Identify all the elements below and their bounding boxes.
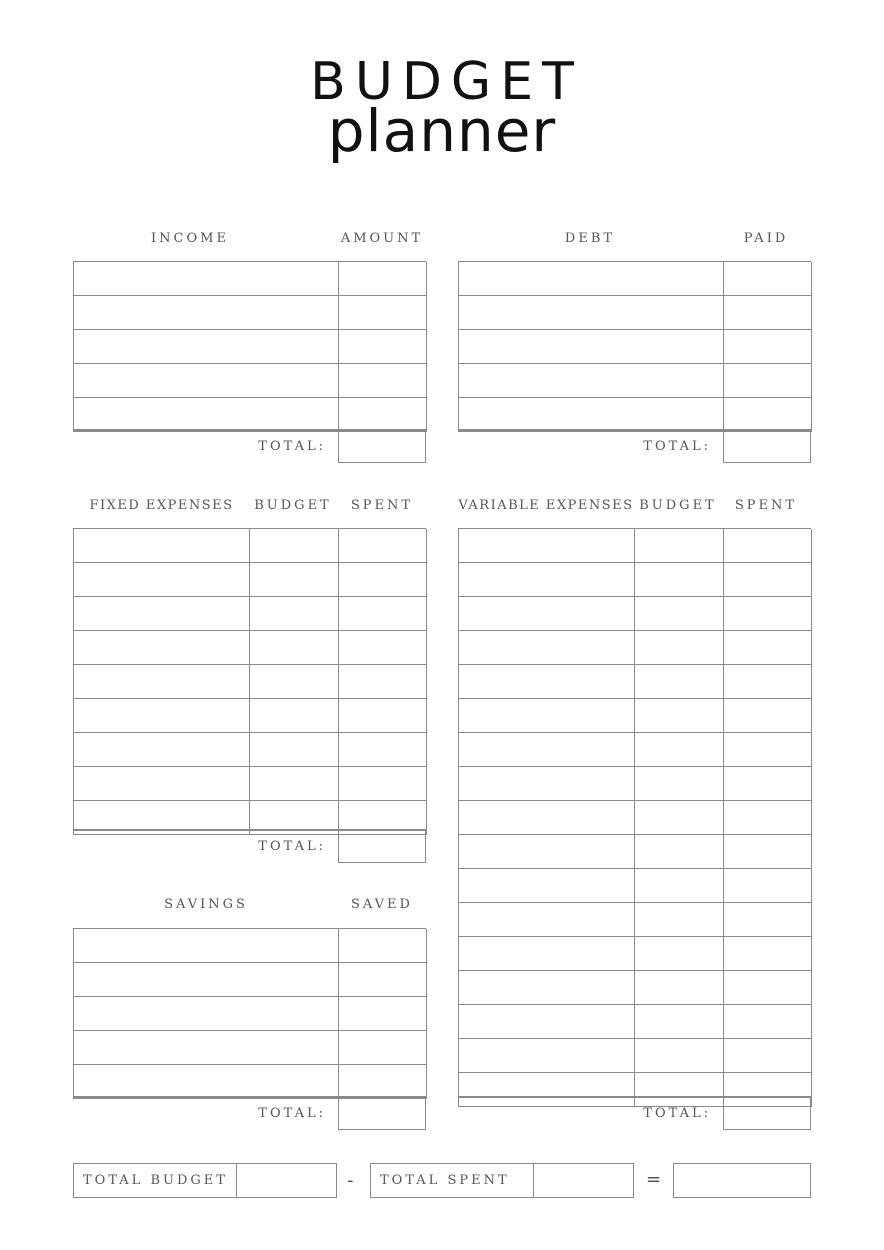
fixed-total-label: TOTAL: [258,839,326,854]
variable-cell[interactable] [635,631,724,665]
fixed-cell[interactable] [74,631,250,665]
variable-cell[interactable] [459,1039,635,1073]
fixed-cell[interactable] [250,665,339,699]
fixed-cell[interactable] [250,529,339,563]
variable-total-field[interactable] [723,1096,811,1130]
variable-cell[interactable] [459,563,635,597]
savings-cell[interactable] [74,963,339,997]
variable-cell[interactable] [459,665,635,699]
variable-cell[interactable] [459,1005,635,1039]
variable-cell[interactable] [635,733,724,767]
variable-cell[interactable] [635,869,724,903]
fixed-cell[interactable] [74,529,250,563]
savings-cell[interactable] [74,1065,339,1099]
variable-cell[interactable] [635,1039,724,1073]
variable-cell[interactable] [635,903,724,937]
total-spent-box [370,1163,634,1198]
variable-cell[interactable] [635,529,724,563]
fixed-cell[interactable] [250,597,339,631]
variable-cell[interactable] [724,869,812,903]
variable-cell[interactable] [459,733,635,767]
debt-cell[interactable] [459,364,724,398]
fixed-cell[interactable] [339,529,427,563]
income-header: INCOME [151,231,229,246]
page-title: BUDGET [310,52,583,112]
variable-cell[interactable] [724,665,812,699]
debt-cell[interactable] [459,330,724,364]
variable-cell[interactable] [459,767,635,801]
income-cell[interactable] [74,398,339,432]
total-budget-box [73,1163,337,1198]
fixed-cell[interactable] [74,733,250,767]
debt-table [458,261,811,432]
income-cell[interactable] [339,398,427,432]
fixed-cell[interactable] [74,563,250,597]
variable-cell[interactable] [724,835,812,869]
debt-cell[interactable] [724,398,812,432]
variable-cell[interactable] [459,835,635,869]
savings-cell[interactable] [74,997,339,1031]
minus-sign: - [347,1170,354,1191]
fixed-cell[interactable] [339,767,427,801]
page-subtitle: planner [327,97,557,165]
debt-header: DEBT [564,231,616,246]
amount-header: AMOUNT [340,231,424,246]
variable-cell[interactable] [724,597,812,631]
savings-total-label: TOTAL: [258,1106,326,1121]
debt-total-label: TOTAL: [643,439,711,454]
variable-cell[interactable] [635,937,724,971]
fixed-cell[interactable] [250,631,339,665]
debt-cell[interactable] [459,262,724,296]
fixed-cell[interactable] [339,699,427,733]
debt-total-row [458,429,811,463]
debt-total-field[interactable] [723,429,811,463]
savings-cell[interactable] [74,1031,339,1065]
savings-cell[interactable] [339,1065,427,1099]
fixed-cell[interactable] [250,733,339,767]
result-field[interactable] [673,1163,811,1198]
fixed-cell[interactable] [250,563,339,597]
income-cell[interactable] [339,262,427,296]
variable-cell[interactable] [635,699,724,733]
variable-total-row [458,1096,811,1130]
savings-cell[interactable] [339,963,427,997]
variable-cell[interactable] [724,733,812,767]
variable-cell[interactable] [635,971,724,1005]
income-cell[interactable] [339,296,427,330]
variable-cell[interactable] [459,801,635,835]
fixed-cell[interactable] [250,767,339,801]
fixed-cell[interactable] [74,597,250,631]
savings-total-row [73,1096,426,1130]
variable-cell[interactable] [724,767,812,801]
variable-cell[interactable] [459,631,635,665]
fixed-cell[interactable] [339,665,427,699]
savings-cell[interactable] [339,997,427,1031]
savings-cell[interactable] [74,929,339,963]
variable-cell[interactable] [459,971,635,1005]
income-total-row [73,429,426,463]
fixed-cell[interactable] [250,699,339,733]
equals-sign: = [646,1169,662,1190]
variable-cell[interactable] [635,801,724,835]
income-table [73,261,426,432]
savings-total-field[interactable] [338,1096,426,1130]
variable-cell[interactable] [459,597,635,631]
fixed-expenses-table [73,528,426,835]
variable-budget-header: BUDGET [639,498,717,513]
fixed-cell[interactable] [74,767,250,801]
fixed-total-row [73,829,426,863]
fixed-cell[interactable] [74,699,250,733]
fixed-cell[interactable] [339,733,427,767]
variable-cell[interactable] [724,631,812,665]
debt-cell[interactable] [724,296,812,330]
fixed-cell[interactable] [339,631,427,665]
variable-cell[interactable] [724,529,812,563]
variable-cell[interactable] [724,1005,812,1039]
variable-cell[interactable] [459,529,635,563]
savings-cell[interactable] [339,1031,427,1065]
income-cell[interactable] [74,330,339,364]
variable-cell[interactable] [635,767,724,801]
variable-cell[interactable] [459,903,635,937]
fixed-cell[interactable] [339,563,427,597]
variable-cell[interactable] [724,937,812,971]
debt-cell[interactable] [724,262,812,296]
debt-cell[interactable] [459,296,724,330]
variable-cell[interactable] [635,665,724,699]
debt-cell[interactable] [724,364,812,398]
total-spent-label: TOTAL SPENT [371,1164,534,1197]
savings-table [73,928,426,1099]
variable-cell[interactable] [635,563,724,597]
variable-cell[interactable] [724,1039,812,1073]
fixed-cell[interactable] [74,665,250,699]
income-cell[interactable] [339,364,427,398]
debt-cell[interactable] [724,330,812,364]
variable-cell[interactable] [724,563,812,597]
variable-total-label: TOTAL: [643,1106,711,1121]
income-cell[interactable] [74,262,339,296]
fixed-budget-header: BUDGET [254,498,332,513]
variable-spent-header: SPENT [734,498,798,513]
variable-expenses-header: VARIABLE EXPENSES [458,498,634,513]
savings-cell[interactable] [339,929,427,963]
income-cell[interactable] [74,364,339,398]
savings-header: SAVINGS [164,897,248,912]
variable-cell[interactable] [459,699,635,733]
total-budget-label: TOTAL BUDGET [74,1164,237,1197]
variable-cell[interactable] [635,597,724,631]
variable-expenses-table [458,528,811,1107]
variable-cell[interactable] [459,869,635,903]
fixed-total-field[interactable] [338,829,426,863]
variable-cell[interactable] [724,971,812,1005]
variable-cell[interactable] [724,699,812,733]
total-budget-field[interactable] [237,1164,336,1197]
income-cell[interactable] [339,330,427,364]
variable-cell[interactable] [635,835,724,869]
variable-cell[interactable] [724,801,812,835]
variable-cell[interactable] [459,937,635,971]
income-cell[interactable] [74,296,339,330]
income-total-label: TOTAL: [258,439,326,454]
debt-cell[interactable] [459,398,724,432]
variable-cell[interactable] [724,903,812,937]
paid-header: PAID [743,231,789,246]
income-total-field[interactable] [338,429,426,463]
fixed-expenses-header: FIXED EXPENSES [89,498,234,513]
total-spent-field[interactable] [534,1164,633,1197]
saved-header: SAVED [351,897,413,912]
variable-cell[interactable] [635,1005,724,1039]
fixed-spent-header: SPENT [350,498,414,513]
fixed-cell[interactable] [339,597,427,631]
